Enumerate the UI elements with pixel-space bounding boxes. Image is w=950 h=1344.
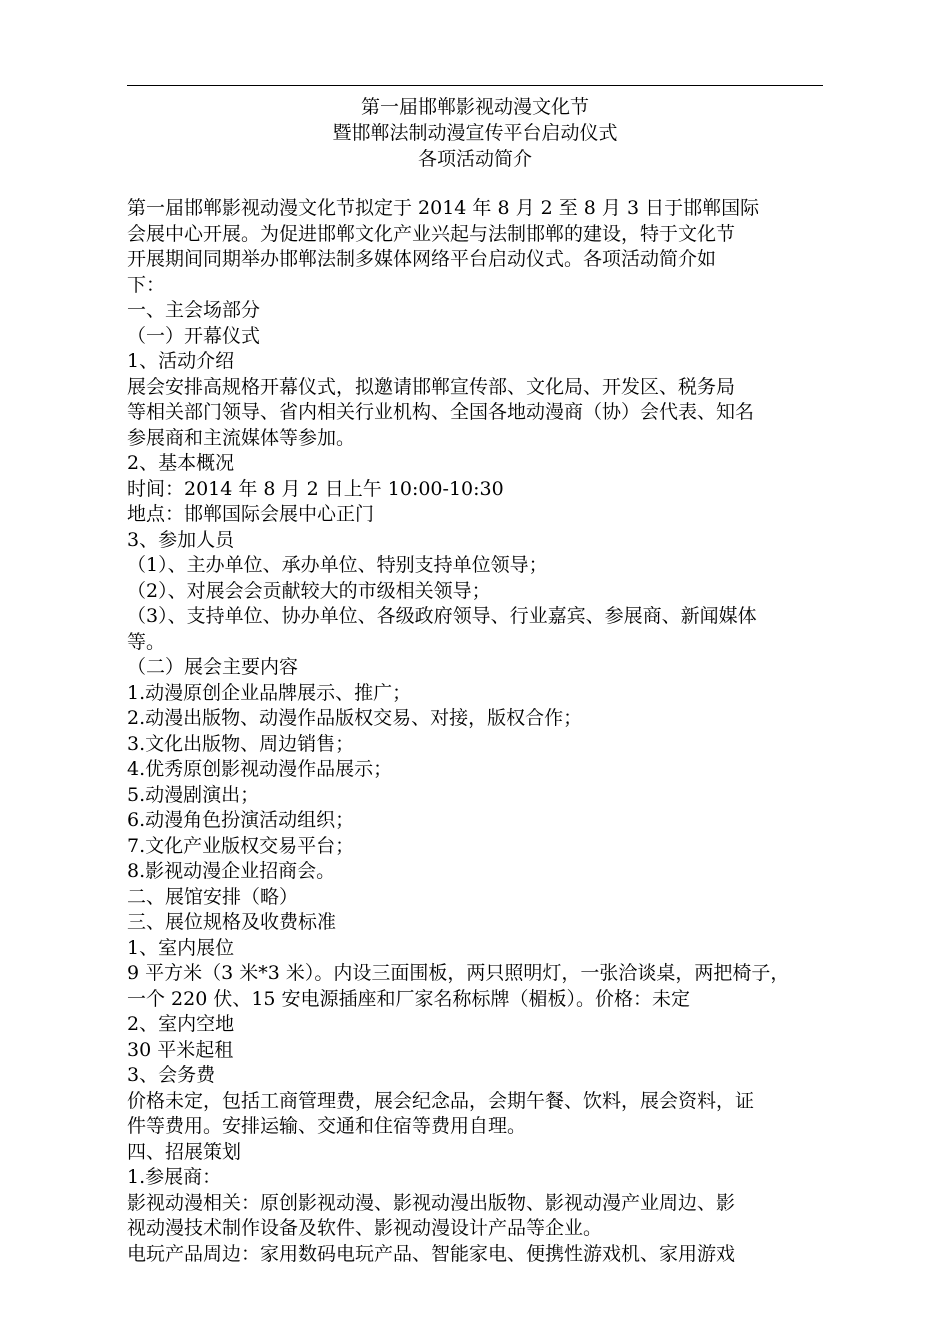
body-line: 一个 220 伏、15 安电源插座和厂家名称标牌（楣板）。价格：未定	[127, 987, 691, 1010]
body-line: 展会安排高规格开幕仪式，拟邀请邯郸宣传部、文化局、开发区、税务局	[127, 375, 736, 398]
body-line: 参展商和主流媒体等参加。	[127, 426, 356, 449]
body-line: 等相关部门领导、省内相关行业机构、全国各地动漫商（协）会代表、知名	[127, 401, 755, 423]
header-rule	[127, 85, 823, 86]
list-item: 5.动漫剧演出；	[127, 783, 260, 806]
body-line: 等。	[127, 630, 166, 653]
item-heading: 1、室内展位	[127, 936, 235, 959]
body-line: 价格未定，包括工商管理费，展会纪念品，会期午餐、饮料，展会资料，证	[127, 1089, 755, 1112]
document-title	[127, 94, 823, 172]
title-line-3: 各项活动简介	[417, 148, 532, 170]
subsection-heading: （二）展会主要内容	[127, 656, 299, 678]
document-body	[127, 196, 827, 1267]
body-line: 地点：邯郸国际会展中心正门	[127, 503, 375, 525]
section-heading: 一、主会场部分	[127, 299, 261, 321]
item-heading: 2、室内空地	[127, 1013, 235, 1035]
section-heading: 三、展位规格及收费标准	[127, 911, 337, 933]
item-heading: 1、活动介绍	[127, 350, 235, 372]
item-heading: 3、会务费	[127, 1064, 216, 1086]
body-line: 第一届邯郸影视动漫文化节拟定于 2014 年 8 月 2 至 8 月 3 日于邯郸国际	[127, 197, 760, 219]
list-item: （1）、主办单位、承办单位、特别支持单位领导；	[127, 554, 548, 576]
list-item: （3）、支持单位、协办单位、各级政府领导、行业嘉宾、参展商、新闻媒体	[127, 605, 757, 627]
list-item: 7.文化产业版权交易平台；	[127, 834, 355, 857]
body-line: 下：	[127, 273, 166, 296]
list-item: （2）、对展会会贡献较大的市级相关领导；	[127, 579, 491, 602]
section-heading: 四、招展策划	[127, 1140, 242, 1163]
body-line: 影视动漫相关：原创影视动漫、影视动漫出版物、影视动漫产业周边、影	[127, 1191, 736, 1214]
body-line: 电玩产品周边：家用数码电玩产品、智能家电、便携性游戏机、家用游戏	[127, 1242, 736, 1265]
body-line: 9 平方米（3 米*3 米）。内设三面围板，两只照明灯，一张洽谈桌，两把椅子，	[127, 962, 790, 984]
subsection-heading: （一）开幕仪式	[127, 324, 261, 347]
body-line: 件等费用。安排运输、交通和住宿等费用自理。	[127, 1115, 527, 1137]
list-item: 4.优秀原创影视动漫作品展示；	[127, 758, 393, 780]
item-heading: 3、参加人员	[127, 528, 235, 551]
body-line: 时间：2014 年 8 月 2 日上午 10:00-10:30	[127, 477, 504, 500]
list-item: 1.动漫原创企业品牌展示、推广；	[127, 681, 412, 704]
list-item: 3.文化出版物、周边销售；	[127, 732, 355, 755]
title-line-2: 暨邯郸法制动漫宣传平台启动仪式	[332, 122, 618, 144]
list-item: 8.影视动漫企业招商会。	[127, 860, 336, 882]
title-line-1: 第一届邯郸影视动漫文化节	[360, 96, 589, 118]
body-line: 视动漫技术制作设备及软件、影视动漫设计产品等企业。	[127, 1217, 603, 1239]
section-heading: 二、展馆安排（略）	[127, 885, 299, 908]
item-heading: 1.参展商：	[127, 1166, 222, 1188]
body-line: 会展中心开展。为促进邯郸文化产业兴起与法制邯郸的建设，特于文化节	[127, 222, 736, 245]
body-line: 开展期间同期举办邯郸法制多媒体网络平台启动仪式。各项活动简介如	[127, 248, 717, 270]
body-line: 30 平米起租	[127, 1038, 234, 1061]
list-item: 2.动漫出版物、动漫作品版权交易、对接，版权合作；	[127, 707, 583, 729]
list-item: 6.动漫角色扮演活动组织；	[127, 809, 355, 831]
item-heading: 2、基本概况	[127, 452, 235, 474]
